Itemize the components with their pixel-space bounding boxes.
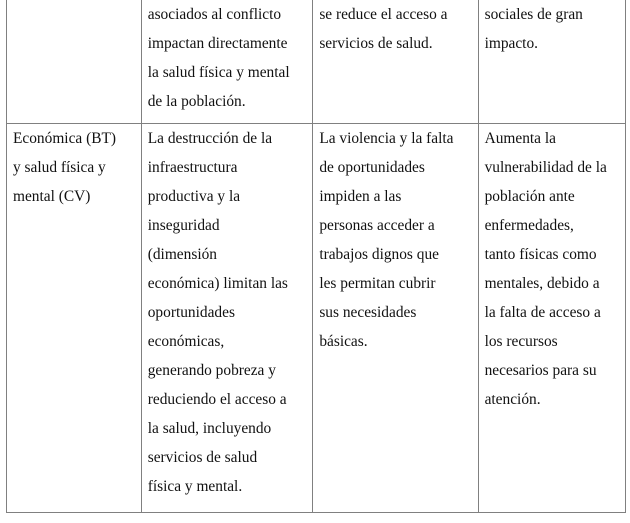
analysis-table xyxy=(6,0,626,513)
table-cell-impact: Aumenta la vulnerabilidad de la población ante enfermedades, tanto físicas como mentales, debido a la falta de acceso a los recursos necesarios para su atención. xyxy=(478,124,625,513)
table-cell-effect: La violencia y la falta de oportunidades impiden a las personas acceder a trabajos dignos que les permitan cubrir sus necesidades básicas. xyxy=(313,124,478,513)
table-cell-dimension xyxy=(7,0,142,124)
table-cell-description: La destrucción de la infraestructura productiva y la inseguridad (dimensión económica) limitan las oportunidades económicas, generando pobreza y reduciendo el acceso a la salud, incluyendo servicios de salud física y mental. xyxy=(141,124,313,513)
table-cell-description: asociados al conflicto impactan directamente la salud física y mental de la población. xyxy=(141,0,313,124)
table-row xyxy=(7,124,626,513)
table-cell-impact: sociales de gran impacto. xyxy=(478,0,625,124)
table-row xyxy=(7,0,626,124)
table-cell-effect: se reduce el acceso a servicios de salud. xyxy=(313,0,478,124)
table-cell-dimension: Económica (BT) y salud física y mental (CV) xyxy=(7,124,142,513)
